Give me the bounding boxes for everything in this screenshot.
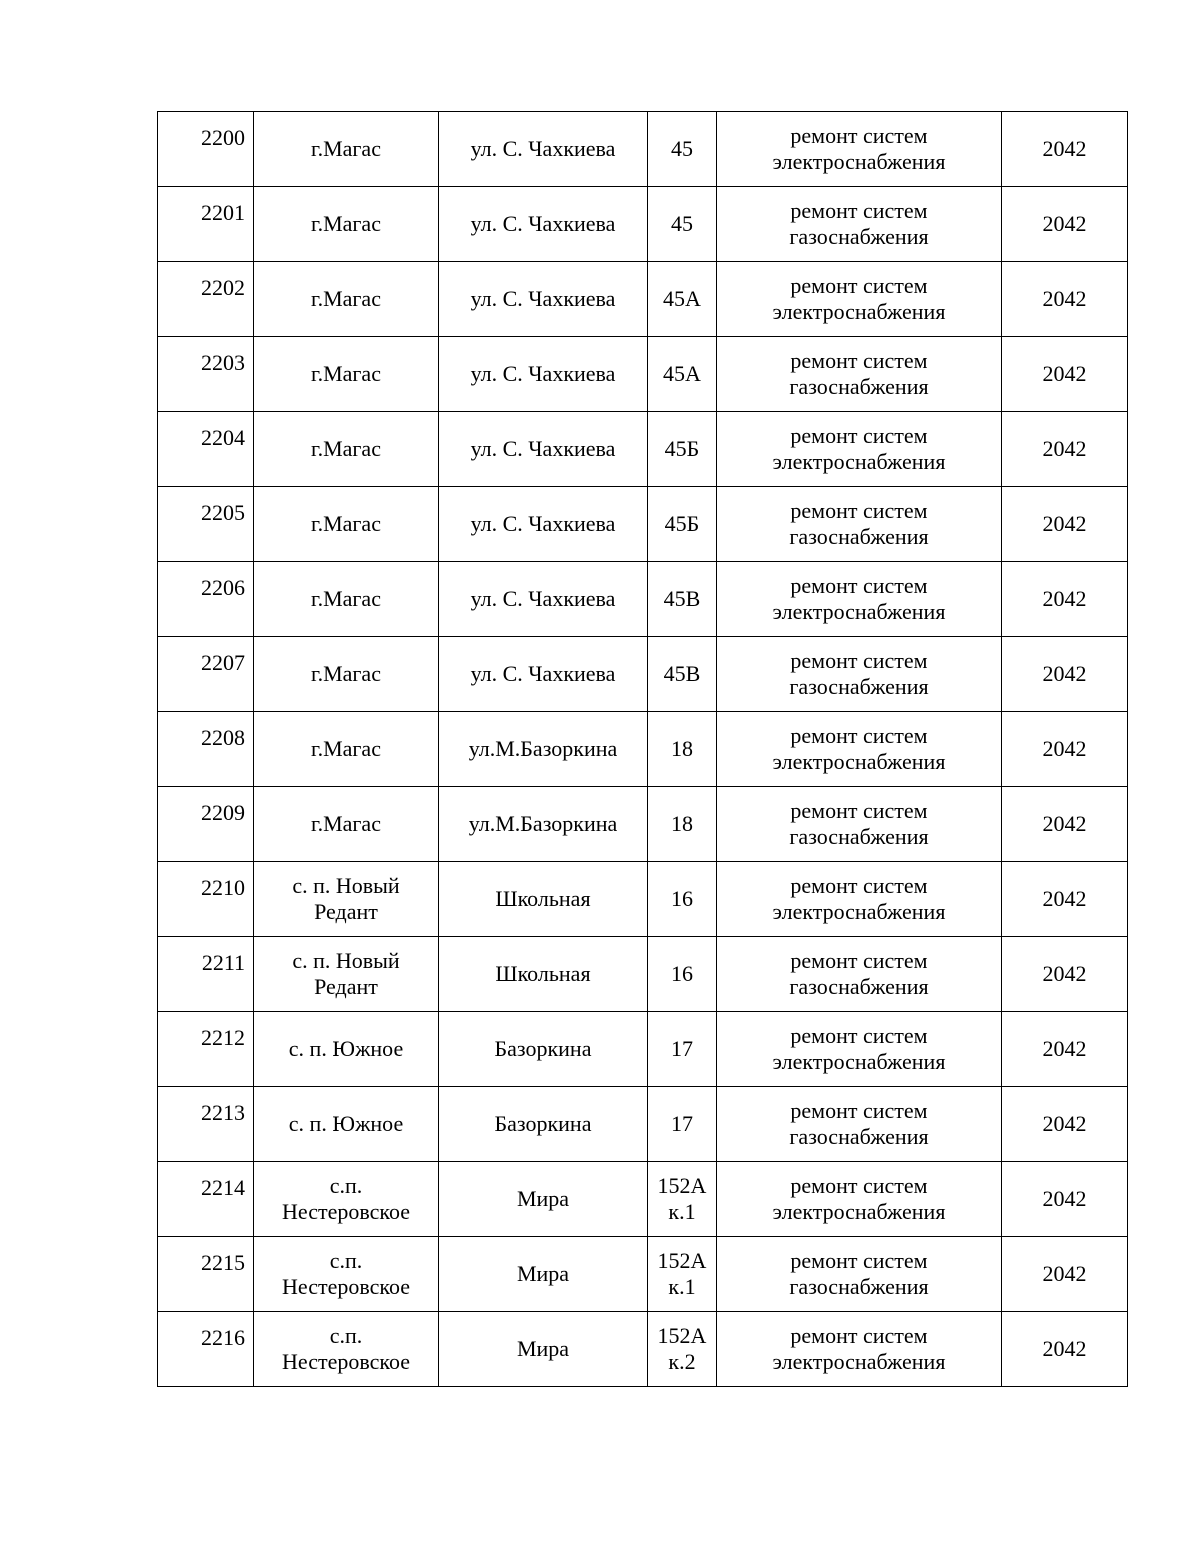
street-cell-text: Школьная: [495, 886, 591, 911]
house-number-cell: [648, 562, 717, 637]
house-number-cell-text: 45В: [663, 661, 701, 686]
row-number-cell-text: 2215: [201, 1250, 245, 1275]
settlement-cell-text: с. п. Южное: [288, 1036, 404, 1061]
street-cell-text: ул. С. Чахкиева: [470, 661, 616, 686]
table-row: [158, 712, 1128, 787]
house-number-cell: [648, 1312, 717, 1387]
row-number-cell: [158, 1312, 254, 1387]
planned-year-cell: [1002, 1162, 1128, 1237]
work-type-cell-text: ремонт систем электроснабжения: [772, 723, 946, 774]
street-cell-text: ул. С. Чахкиева: [470, 586, 616, 611]
planned-year-cell-text: 2042: [1042, 886, 1087, 911]
row-number-cell: [158, 112, 254, 187]
settlement-cell: [254, 262, 439, 337]
settlement-cell: [254, 1087, 439, 1162]
work-type-cell-text: ремонт систем газоснабжения: [789, 948, 929, 999]
planned-year-cell: [1002, 1012, 1128, 1087]
street-cell: [439, 787, 648, 862]
planned-year-cell-text: 2042: [1042, 361, 1087, 386]
house-number-cell-text: 152А к.1: [657, 1248, 707, 1299]
house-number-cell: [648, 1012, 717, 1087]
street-cell: [439, 562, 648, 637]
row-number-cell-text: 2206: [201, 575, 245, 600]
row-number-cell-text: 2202: [201, 275, 245, 300]
house-number-cell: [648, 862, 717, 937]
row-number-cell-text: 2200: [201, 125, 245, 150]
planned-year-cell-text: 2042: [1042, 736, 1087, 761]
planned-year-cell-text: 2042: [1042, 136, 1087, 161]
planned-year-cell-text: 2042: [1042, 1111, 1087, 1136]
planned-year-cell: [1002, 712, 1128, 787]
planned-year-cell: [1002, 937, 1128, 1012]
settlement-cell-text: с. п. Южное: [288, 1111, 404, 1136]
work-type-cell-text: ремонт систем электроснабжения: [772, 123, 946, 174]
table-row: [158, 487, 1128, 562]
house-number-cell: [648, 112, 717, 187]
table-row: [158, 637, 1128, 712]
settlement-cell-text: г.Магас: [311, 211, 381, 236]
settlement-cell: [254, 337, 439, 412]
row-number-cell: [158, 562, 254, 637]
house-number-cell: [648, 487, 717, 562]
work-type-cell: [717, 1237, 1002, 1312]
row-number-cell-text: 2203: [201, 350, 245, 375]
work-type-cell: [717, 112, 1002, 187]
table-row: [158, 787, 1128, 862]
street-cell: [439, 112, 648, 187]
house-number-cell-text: 16: [671, 961, 693, 986]
settlement-cell: [254, 1012, 439, 1087]
house-number-cell-text: 45А: [663, 361, 701, 386]
work-type-cell: [717, 1162, 1002, 1237]
settlement-cell-text: г.Магас: [311, 436, 381, 461]
planned-year-cell-text: 2042: [1042, 811, 1087, 836]
street-cell-text: ул.М.Базоркина: [468, 736, 618, 761]
work-type-cell-text: ремонт систем электроснабжения: [772, 1323, 946, 1374]
row-number-cell-text: 2216: [201, 1325, 245, 1350]
settlement-cell-text: г.Магас: [311, 136, 381, 161]
planned-year-cell: [1002, 412, 1128, 487]
row-number-cell: [158, 262, 254, 337]
house-number-cell: [648, 187, 717, 262]
street-cell: [439, 1237, 648, 1312]
table-row: [158, 937, 1128, 1012]
house-number-cell-text: 16: [671, 886, 693, 911]
row-number-cell-text: 2205: [201, 500, 245, 525]
work-type-cell: [717, 337, 1002, 412]
planned-year-cell-text: 2042: [1042, 1261, 1087, 1286]
work-type-cell-text: ремонт систем газоснабжения: [789, 648, 929, 699]
settlement-cell-text: с. п. Новый Редант: [292, 873, 400, 924]
row-number-cell: [158, 1237, 254, 1312]
row-number-cell-text: 2212: [201, 1025, 245, 1050]
row-number-cell: [158, 187, 254, 262]
house-number-cell-text: 18: [671, 811, 693, 836]
row-number-cell: [158, 487, 254, 562]
street-cell-text: Мира: [516, 1336, 570, 1361]
work-type-cell: [717, 187, 1002, 262]
settlement-cell: [254, 1162, 439, 1237]
house-number-cell: [648, 1162, 717, 1237]
planned-year-cell-text: 2042: [1042, 511, 1087, 536]
work-type-cell: [717, 1312, 1002, 1387]
planned-year-cell-text: 2042: [1042, 1186, 1087, 1211]
row-number-cell-text: 2209: [201, 800, 245, 825]
planned-year-cell-text: 2042: [1042, 436, 1087, 461]
settlement-cell: [254, 862, 439, 937]
settlement-cell: [254, 112, 439, 187]
house-number-cell: [648, 337, 717, 412]
work-type-cell: [717, 712, 1002, 787]
work-type-cell-text: ремонт систем электроснабжения: [772, 273, 946, 324]
planned-year-cell-text: 2042: [1042, 211, 1087, 236]
house-number-cell: [648, 787, 717, 862]
street-cell-text: ул. С. Чахкиева: [470, 436, 616, 461]
planned-year-cell: [1002, 562, 1128, 637]
house-number-cell-text: 17: [671, 1111, 693, 1136]
row-number-cell: [158, 787, 254, 862]
work-type-cell-text: ремонт систем электроснабжения: [772, 873, 946, 924]
row-number-cell-text: 2208: [201, 725, 245, 750]
table-row: [158, 1162, 1128, 1237]
settlement-cell-text: г.Магас: [311, 511, 381, 536]
settlement-cell: [254, 412, 439, 487]
table-row: [158, 187, 1128, 262]
house-number-cell-text: 17: [671, 1036, 693, 1061]
work-type-cell-text: ремонт систем электроснабжения: [772, 573, 946, 624]
planned-year-cell-text: 2042: [1042, 286, 1087, 311]
table-row: [158, 262, 1128, 337]
work-type-cell: [717, 1087, 1002, 1162]
house-number-cell-text: 45: [671, 211, 693, 236]
row-number-cell: [158, 337, 254, 412]
house-number-cell-text: 45Б: [664, 511, 700, 536]
street-cell: [439, 862, 648, 937]
street-cell-text: ул. С. Чахкиева: [470, 511, 616, 536]
street-cell-text: Базоркина: [494, 1111, 592, 1136]
row-number-cell: [158, 1012, 254, 1087]
row-number-cell-text: 2214: [201, 1175, 245, 1200]
settlement-cell-text: г.Магас: [311, 661, 381, 686]
row-number-cell-text: 2213: [201, 1100, 245, 1125]
house-number-cell-text: 152А к.1: [657, 1173, 707, 1224]
table-row: [158, 337, 1128, 412]
house-number-cell-text: 45Б: [664, 436, 700, 461]
work-type-cell: [717, 1012, 1002, 1087]
work-type-cell: [717, 862, 1002, 937]
planned-year-cell: [1002, 337, 1128, 412]
row-number-cell-text: 2211: [201, 950, 245, 975]
work-type-cell-text: ремонт систем газоснабжения: [789, 498, 929, 549]
work-type-cell: [717, 787, 1002, 862]
settlement-cell: [254, 712, 439, 787]
settlement-cell-text: г.Магас: [311, 586, 381, 611]
planned-year-cell: [1002, 262, 1128, 337]
settlement-cell: [254, 937, 439, 1012]
planned-year-cell-text: 2042: [1042, 586, 1087, 611]
settlement-cell: [254, 187, 439, 262]
row-number-cell: [158, 937, 254, 1012]
street-cell-text: ул. С. Чахкиева: [470, 286, 616, 311]
settlement-cell-text: г.Магас: [311, 286, 381, 311]
street-cell-text: Мира: [516, 1261, 570, 1286]
work-type-cell: [717, 637, 1002, 712]
planned-year-cell: [1002, 1087, 1128, 1162]
table-row: [158, 862, 1128, 937]
planned-year-cell: [1002, 787, 1128, 862]
row-number-cell: [158, 412, 254, 487]
row-number-cell-text: 2201: [201, 200, 245, 225]
settlement-cell: [254, 562, 439, 637]
work-type-cell-text: ремонт систем электроснабжения: [772, 1173, 946, 1224]
work-type-cell: [717, 262, 1002, 337]
house-number-cell: [648, 712, 717, 787]
row-number-cell: [158, 637, 254, 712]
settlement-cell-text: г.Магас: [311, 361, 381, 386]
work-type-cell-text: ремонт систем газоснабжения: [789, 1098, 929, 1149]
house-number-cell: [648, 1087, 717, 1162]
street-cell: [439, 1012, 648, 1087]
row-number-cell: [158, 1087, 254, 1162]
street-cell: [439, 937, 648, 1012]
row-number-cell: [158, 862, 254, 937]
settlement-cell: [254, 487, 439, 562]
work-type-cell: [717, 487, 1002, 562]
street-cell-text: Базоркина: [494, 1036, 592, 1061]
table-row: [158, 1012, 1128, 1087]
settlement-cell-text: г.Магас: [311, 736, 381, 761]
row-number-cell-text: 2210: [201, 875, 245, 900]
street-cell: [439, 412, 648, 487]
work-type-cell-text: ремонт систем газоснабжения: [789, 1248, 929, 1299]
street-cell-text: ул. С. Чахкиева: [470, 361, 616, 386]
settlement-cell: [254, 1237, 439, 1312]
house-number-cell: [648, 412, 717, 487]
table-row: [158, 1237, 1128, 1312]
street-cell: [439, 337, 648, 412]
row-number-cell: [158, 712, 254, 787]
house-number-cell-text: 18: [671, 736, 693, 761]
planned-year-cell: [1002, 1312, 1128, 1387]
work-type-cell: [717, 937, 1002, 1012]
house-number-cell-text: 45А: [663, 286, 701, 311]
settlement-cell-text: с.п. Нестеровское: [282, 1323, 410, 1374]
work-type-cell-text: ремонт систем газоснабжения: [789, 348, 929, 399]
repair-registry-table: [157, 111, 1128, 1387]
street-cell-text: ул. С. Чахкиева: [470, 211, 616, 236]
settlement-cell-text: с.п. Нестеровское: [282, 1248, 410, 1299]
street-cell-text: Мира: [516, 1186, 570, 1211]
work-type-cell-text: ремонт систем газоснабжения: [789, 798, 929, 849]
house-number-cell: [648, 637, 717, 712]
street-cell: [439, 262, 648, 337]
table-row: [158, 1087, 1128, 1162]
planned-year-cell: [1002, 187, 1128, 262]
planned-year-cell-text: 2042: [1042, 1336, 1087, 1361]
table-row: [158, 562, 1128, 637]
street-cell: [439, 187, 648, 262]
street-cell-text: ул. С. Чахкиева: [470, 136, 616, 161]
street-cell: [439, 637, 648, 712]
planned-year-cell: [1002, 487, 1128, 562]
settlement-cell: [254, 1312, 439, 1387]
street-cell-text: ул.М.Базоркина: [468, 811, 618, 836]
street-cell: [439, 1087, 648, 1162]
settlement-cell-text: г.Магас: [311, 811, 381, 836]
house-number-cell-text: 45В: [663, 586, 701, 611]
row-number-cell-text: 2204: [201, 425, 245, 450]
work-type-cell-text: ремонт систем электроснабжения: [772, 1023, 946, 1074]
work-type-cell: [717, 412, 1002, 487]
row-number-cell: [158, 1162, 254, 1237]
street-cell: [439, 487, 648, 562]
planned-year-cell: [1002, 1237, 1128, 1312]
table-row: [158, 412, 1128, 487]
planned-year-cell-text: 2042: [1042, 961, 1087, 986]
settlement-cell-text: с. п. Новый Редант: [292, 948, 400, 999]
house-number-cell: [648, 1237, 717, 1312]
house-number-cell-text: 45: [671, 136, 693, 161]
house-number-cell: [648, 937, 717, 1012]
house-number-cell: [648, 262, 717, 337]
work-type-cell-text: ремонт систем газоснабжения: [789, 198, 929, 249]
work-type-cell-text: ремонт систем электроснабжения: [772, 423, 946, 474]
planned-year-cell-text: 2042: [1042, 1036, 1087, 1061]
street-cell: [439, 1312, 648, 1387]
planned-year-cell-text: 2042: [1042, 661, 1087, 686]
planned-year-cell: [1002, 862, 1128, 937]
street-cell: [439, 712, 648, 787]
house-number-cell-text: 152А к.2: [657, 1323, 707, 1374]
settlement-cell-text: с.п. Нестеровское: [282, 1173, 410, 1224]
table-row: [158, 112, 1128, 187]
planned-year-cell: [1002, 112, 1128, 187]
table-row: [158, 1312, 1128, 1387]
registry-table-body: [158, 112, 1128, 1387]
row-number-cell-text: 2207: [201, 650, 245, 675]
street-cell-text: Школьная: [495, 961, 591, 986]
settlement-cell: [254, 787, 439, 862]
planned-year-cell: [1002, 637, 1128, 712]
settlement-cell: [254, 637, 439, 712]
work-type-cell: [717, 562, 1002, 637]
street-cell: [439, 1162, 648, 1237]
